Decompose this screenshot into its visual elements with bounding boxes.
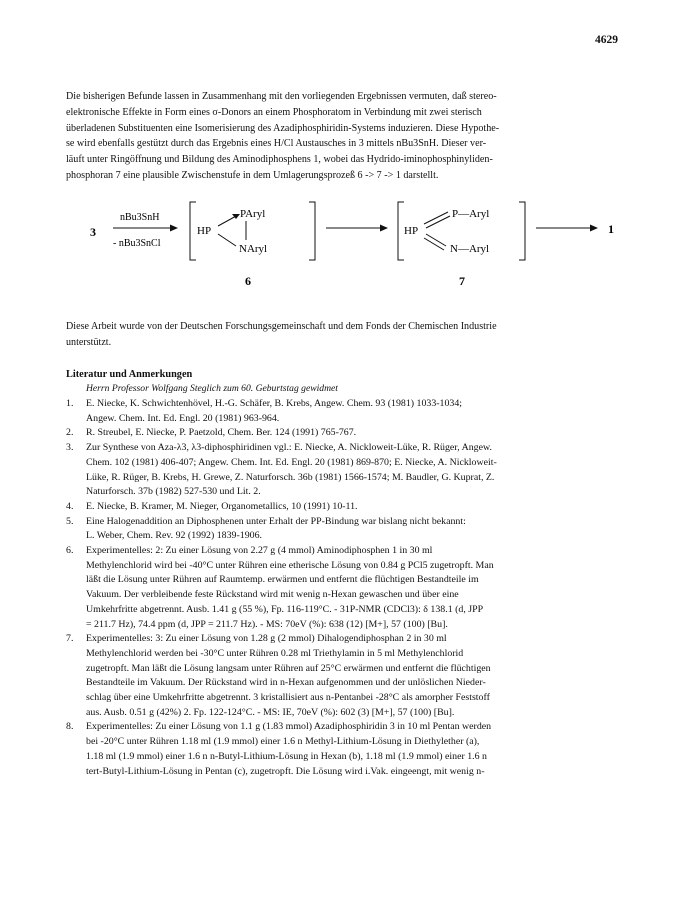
reference-number: 4. — [66, 500, 74, 512]
reference-number: 5. — [66, 515, 74, 527]
intermediate-6 — [190, 202, 315, 260]
reference-line: Methylenchlorid werden bei -30°C unter Rühren 0.28 ml Triethylamin in 5 ml Methylenchlorid — [86, 647, 464, 659]
text-line: elektronische Effekte in Form eines σ-Donors an einem Phosphoratom in Verbindung mit zwei sterisch — [66, 106, 482, 118]
text-line: unterstützt. — [66, 336, 112, 348]
p-aryl-label: P—Aryl — [452, 208, 490, 220]
reference-line: Angew. Chem. Int. Ed. Engl. 20 (1981) 963-964. — [86, 412, 280, 424]
double-bond-p-2 — [426, 216, 450, 228]
reference-line: 1.18 ml (1.9 mmol) einer 1.6 n n-Butyl-Lithium-Lösung in Hexan (b), 1.18 ml (1.9 mmol) einer 1.6 n — [86, 750, 487, 762]
p-aryl-label: PAryl — [240, 208, 266, 220]
double-bond-n — [426, 234, 446, 246]
references-heading: Literatur und Anmerkungen — [66, 369, 193, 380]
text-line: überladenen Substituenten eine Isomerisierung des Azadiphosphiridin-Systems induzieren. Diese Hypothe- — [66, 122, 500, 134]
reference-line: E. Niecke, B. Kramer, M. Nieger, Organometallics, 10 (1991) 10-11. — [86, 500, 358, 512]
reference-line: zugetropft. Man läßt die Lösung langsam unter Rühren auf 25°C erwärmen und entfernt die flüchtigen — [86, 662, 491, 674]
bond-hp-n — [218, 234, 236, 246]
hp-label: HP — [197, 225, 212, 237]
reference-number: 7. — [66, 633, 74, 645]
reference-line: tert-Butyl-Lithium-Lösung in Pentan (c), zugetropft. Die Lösung wird i.Vak. eingeengt, mit wenig n- — [86, 765, 485, 777]
reference-line: Eine Halogenaddition an Diphosphenen unter Erhalt der PP-Bindung war bislang nicht bekannt: — [86, 515, 466, 527]
reference-line: Chem. 102 (1981) 406-407; Angew. Chem. Int. Ed. Engl. 20 (1981) 869-870; E. Niecke, A. Nickloweit- — [86, 456, 497, 468]
reference-item — [66, 544, 620, 632]
n-aryl-label: NAryl — [239, 243, 268, 255]
reference-line: schlag über eine Umkehrfritte abgetrennt. 3 kristallisiert aus n-Pentanbei -28°C als amorpher Feststoff — [86, 692, 490, 704]
compound-3-label: 3 — [90, 225, 96, 239]
arrow-head-2 — [380, 225, 388, 232]
page-number: 4629 — [595, 34, 618, 46]
reference-line: = 211.7 Hz), 74.4 ppm (d, JPP = 211.7 Hz). - MS: 70eV (%): 638 (12) [M+], 57 (100) [Bu]. — [86, 618, 448, 630]
body-paragraph-1 — [66, 89, 618, 184]
compound-6-label: 6 — [245, 274, 251, 288]
reference-line: Naturforsch. 37b (1982) 527-530 und Lit. 2. — [86, 486, 261, 498]
reference-number: 6. — [66, 545, 74, 557]
text-line: Die bisherigen Befunde lassen in Zusammenhang mit den vorliegenden Ergebnissen vermuten, daß stereo- — [66, 91, 497, 102]
compound-7-label: 7 — [459, 274, 465, 288]
reference-item — [66, 397, 620, 426]
text-line: läuft unter Ringöffnung und Bildung des Aminodiphosphens 1, wobei das Hydrido-iminophosphinyliden- — [66, 154, 493, 166]
reference-line: Experimentelles: Zu einer Lösung von 1.1 g (1.83 mmol) Azadiphosphiridin 3 in 10 ml Pentan werden — [86, 721, 492, 733]
reference-line: Vakuum. Der verbleibende feste Rückstand wird mit wenig n-Hexan gewaschen und über eine — [86, 589, 459, 601]
reference-item — [66, 720, 620, 779]
reference-line: R. Streubel, E. Niecke, P. Paetzold, Chem. Ber. 124 (1991) 765-767. — [86, 427, 357, 439]
double-bond-p — [424, 212, 448, 224]
hp-label: HP — [404, 225, 419, 237]
reference-line: Zur Synthese von Aza-λ3, λ3-diphosphiridinen vgl.: E. Niecke, A. Nickloweit-Lüke, R. Rüger, Angew. — [86, 442, 492, 454]
reference-item — [66, 632, 620, 720]
reaction-scheme — [0, 190, 679, 302]
reference-line: L. Weber, Chem. Rev. 92 (1992) 1839-1906. — [86, 530, 262, 542]
double-bond-n-2 — [424, 238, 444, 250]
compound-1-label: 1 — [608, 222, 614, 236]
reference-line: aus. Ausb. 0.51 g (42%) 2. Fp. 122-124°C. - MS: IE, 70eV (%): 602 (3) [M+], 57 (100) [Bu]. — [86, 706, 455, 718]
intermediate-7 — [398, 202, 525, 260]
reference-line: Experimentelles: 2: Zu einer Lösung von 2.27 g (4 mmol) Aminodiphosphen 1 in 30 ml — [86, 545, 433, 557]
reagent-top: nBu3SnH — [120, 212, 160, 223]
text-line: phosphoran 7 eine plausible Zwischenstufe in dem Umlagerungsprozeß 6 -> 7 -> 1 darstellt. — [66, 169, 439, 181]
reference-number: 3. — [66, 442, 74, 454]
bracket-left — [190, 202, 196, 260]
reference-item — [66, 426, 620, 441]
dedication: Herrn Professor Wolfgang Steglich zum 60. Geburtstag gewidmet — [86, 383, 338, 394]
reference-item — [66, 515, 620, 544]
arrow-head-1 — [170, 225, 178, 232]
text-line: Diese Arbeit wurde von der Deutschen Forschungsgemeinschaft und dem Fonds der Chemischen Industrie — [66, 321, 497, 332]
reference-item — [66, 441, 620, 500]
text-line: se wird ebenfalls gestützt durch das Ergebnis eines H/Cl Austausches in 3 mittels nBu3SnH. Dieser ver- — [66, 138, 487, 150]
bond-wedge — [232, 214, 240, 219]
reference-line: Methylenchlorid wird bei -40°C unter Rühren eine etherische Lösung von 0.84 g PCl5 zugetropft. Man — [86, 559, 494, 571]
reference-number: 8. — [66, 721, 74, 733]
reference-number: 2. — [66, 427, 74, 439]
reference-line: Experimentelles: 3: Zu einer Lösung von 1.28 g (2 mmol) Dihalogendiphosphan 2 in 30 ml — [86, 633, 447, 645]
reference-line: Umkehrfritte abgetrennt. Ausb. 1.41 g (55 %), Fp. 116-119°C. - 31P-NMR (CDCl3): δ 138.1 (d, JPP — [86, 603, 484, 615]
reference-line: läßt die Lösung unter Rühren auf Raumtemp. erwärmen und entfernt die flüchtigen Bestandteile im — [86, 574, 479, 586]
bracket-right — [519, 202, 525, 260]
reagent-bottom: - nBu3SnCl — [113, 238, 161, 249]
body-paragraph-2 — [66, 319, 618, 351]
reference-line: Bestandteile im Vakuum. Der Rückstand wird in n-Hexan aufgenommen und der unlöslichen Nieder- — [86, 677, 486, 689]
n-aryl-label: N—Aryl — [450, 243, 490, 255]
reference-line: E. Niecke, K. Schwichtenhövel, H.-G. Schäfer, B. Krebs, Angew. Chem. 93 (1981) 1033-1034; — [86, 398, 463, 409]
reference-line: Lüke, R. Rüger, B. Krebs, H. Grewe, Z. Naturforsch. 36b (1981) 1566-1574; M. Baudler, G. Kuprat, Z. — [86, 471, 495, 483]
arrow-head-3 — [590, 225, 598, 232]
reference-item — [66, 500, 620, 515]
reference-number: 1. — [66, 398, 74, 409]
reference-list — [66, 397, 620, 779]
reference-line: bei -20°C unter Rühren 1.18 ml (1.9 mmol) einer 1.6 n Methyl-Lithium-Lösung in Diethylether (a), — [86, 736, 480, 748]
bracket-right — [309, 202, 315, 260]
